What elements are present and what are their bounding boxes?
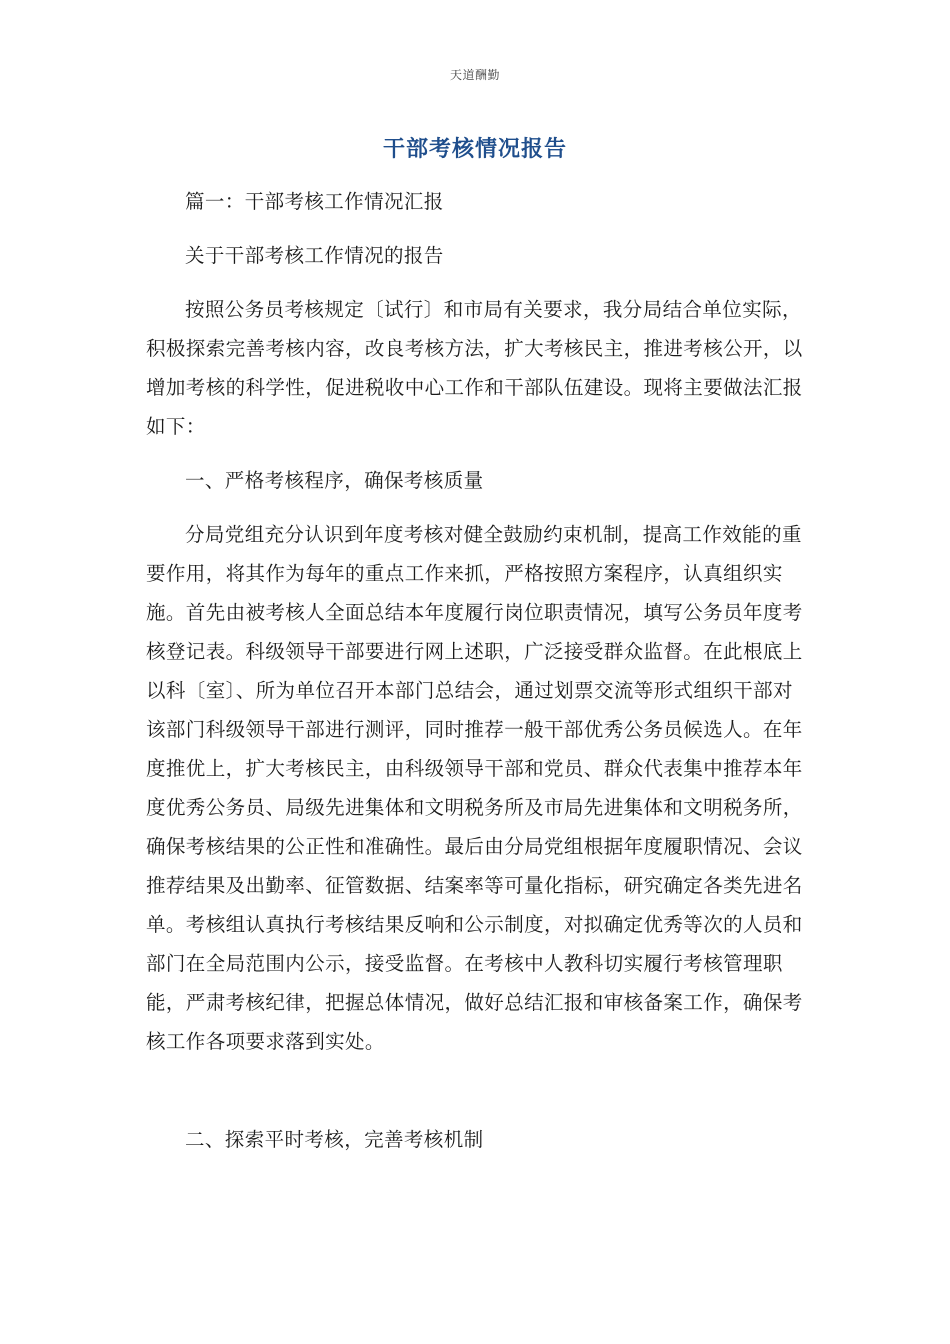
body-paragraph-1: 分局党组充分认识到年度考核对健全鼓励约束机制，提高工作效能的重要作用，将其作为每年的重点工作来抓，严格按照方案程序，认真组织实施。首先由被考核人全面总结本年度履行岗位职责情况，填写公务员年度考核登记表。科级领导干部要进行网上述职，广泛接受群众监督。在此根底上以科〔室〕、所为单位召开本部门总结会，通过划票交流等形式组织干部对该部门科级领导干部进行测评，同时推荐一般干部优秀公务员候选人。在年度推优上，扩大考核民主，由科级领导干部和党员、群众代表集中推荐本年度优秀公务员、局级先进集体和文明税务所及市局先进集体和文明税务所，确保考核结果的公正性和准确性。最后由分局党组根据年度履职情况、会议推荐结果及出勤率、征管数据、结案率等可量化指标，研究确定各类先进名单。考核组认真执行考核结果反响和公示制度，对拟确定优秀等次的人员和部门在全局范围内公示，接受监督。在考核中人教科切实履行考核管理职能，严肃考核纪律，把握总体情况，做好总结汇报和审核备案工作，确保考核工作各项要求落到实处。 (146, 523, 803, 1053)
document-title: 干部考核情况报告 (382, 137, 567, 162)
intro-paragraph: 按照公务员考核规定〔试行〕和市局有关要求，我分局结合单位实际，积极探索完善考核内容，改良考核方法，扩大考核民主，推进考核公开，以增加考核的科学性，促进税收中心工作和干部队伍建设。现将主要做法汇报如下： (146, 298, 803, 438)
section-title: 篇一：干部考核工作情况汇报 (185, 190, 444, 213)
running-header: 天道酬勤 (449, 68, 500, 82)
report-title: 关于干部考核工作情况的报告 (185, 244, 444, 267)
section-heading-2: 二、探索平时考核，完善考核机制 (185, 1128, 484, 1151)
section-heading-1: 一、严格考核程序，确保考核质量 (185, 469, 484, 492)
